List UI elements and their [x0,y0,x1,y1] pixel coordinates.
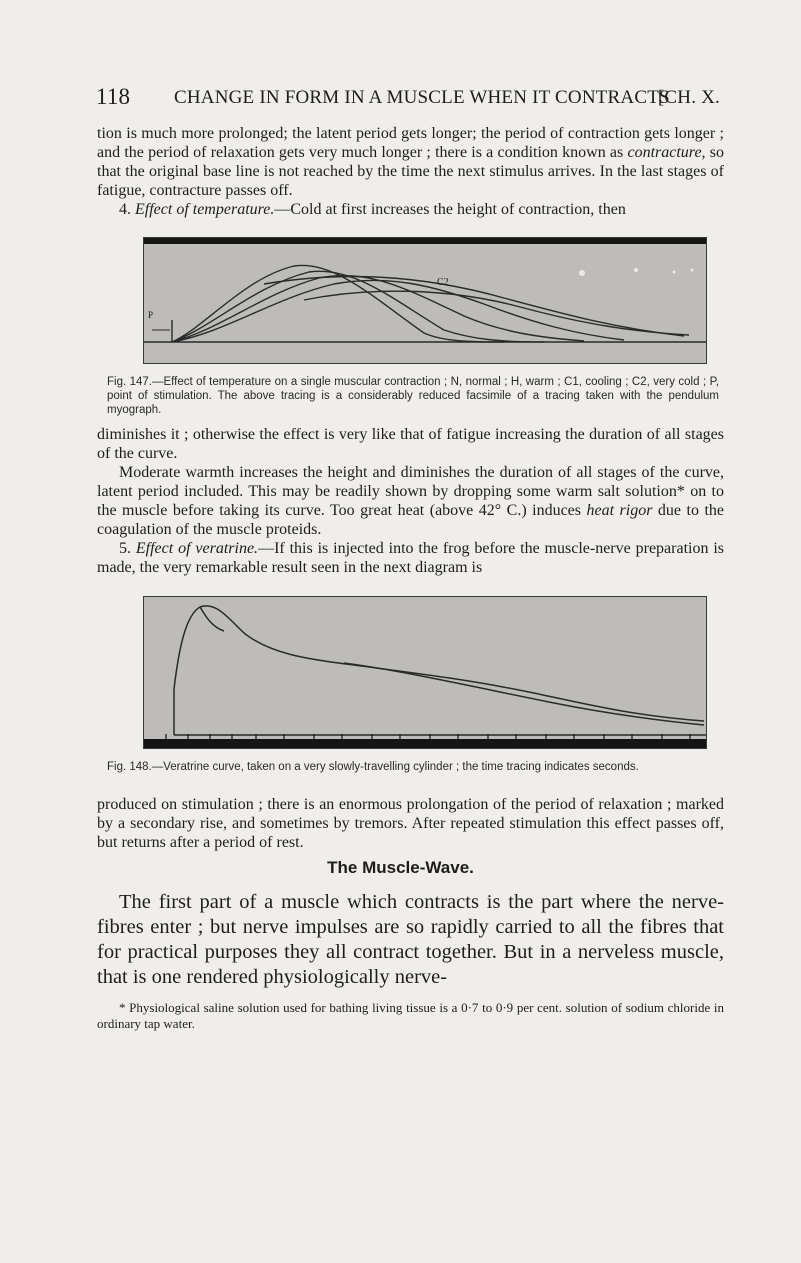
paragraph-diminishes: diminishes it ; otherwise the effect is very like that of fatigue increasing the duration of all stages of the curve. [97,426,724,462]
figure-148-tracing [143,596,707,749]
figure-147-tracing [143,237,707,364]
running-title: CHANGE IN FORM IN A MUSCLE WHEN IT CONTRACTS [174,87,670,108]
page-number: 118 [96,84,131,109]
footnote-saline: * Physiological saline solution used for bathing living tissue is a 0·7 to 0·9 per cent. solution of sodium chloride in ordinary tap water. [97,1000,724,1031]
figure-148-caption: Fig. 148.—Veratrine curve, taken on a very slowly-travelling cylinder ; the time tracing indicates seconds. [107,761,639,773]
section-heading-muscle-wave: The Muscle-Wave. [327,858,474,877]
emphasis-heat-rigor: heat rigor [586,502,653,519]
running-header [96,84,720,114]
myograph-tracing-svg [144,238,706,363]
paragraph-produced: produced on stimulation ; there is an enormous prolongation of the period of relaxation ; marked by a secondary rise, and sometimes by tremors. After repeated stimulation this effect passes off, but returns after a period of rest. [97,796,724,851]
text-run: —If this is injected into the frog before the muscle-nerve preparation is made, the very remarkable result seen in the next diagram is [97,540,725,576]
paragraph-muscle-wave: The first part of a muscle which contracts is the part where the nerve-fibres enter ; but nerve impulses are so rapidly carried to all the fibres that for practical purposes they all contract together. But in a nerveless muscle, that is one rendered physiologically nerve- [97,891,724,988]
veratrine-tracing-svg [144,597,706,748]
text-run: tion is much more prolonged; the latent period gets longer; the period of contraction gets longer ; and the period of relaxation gets very much longer ; there is a condition known as [97,125,724,161]
paragraph-fatigue [97,124,724,200]
text-run: so that the original base line is not reached by the time the next stimulus arrives. In the last stages of fatigue, contracture passes off. [97,144,724,199]
text-run: due to the coagulation of the muscle proteids. [97,502,724,538]
chapter-reference: [CH. X. [657,87,720,108]
emphasis-temperature: Effect of temperature. [135,201,275,218]
item-number: 4. [119,201,135,218]
paragraph-temperature [97,200,724,219]
paragraph-veratrine [97,539,724,577]
text-run: —Cold at first increases the height of contraction, then [274,201,626,218]
paragraph-warmth [97,463,724,539]
fig147-label-c2: C2 [437,277,449,288]
item-number: 5. [119,540,136,557]
fig147-label-p: P [148,310,154,320]
text-run: Moderate warmth increases the height and diminishes the duration of all stages of the curve, latent period included. This may be readily shown by dropping some warm salt solution* on to the muscle before taking its curve. Too great heat (above 42° C.) induces [97,464,724,519]
emphasis-contracture: contracture, [627,144,706,161]
figure-147-caption: Fig. 147.—Effect of temperature on a single muscular contraction ; N, normal ; H, warm ; C1, cooling ; C2, very cold ; P, point of stimulation. The above tracing is a considerably reduced facsimile of a tracing taken with the pendulum myograph. [107,376,719,416]
emphasis-veratrine: Effect of veratrine. [135,540,259,557]
